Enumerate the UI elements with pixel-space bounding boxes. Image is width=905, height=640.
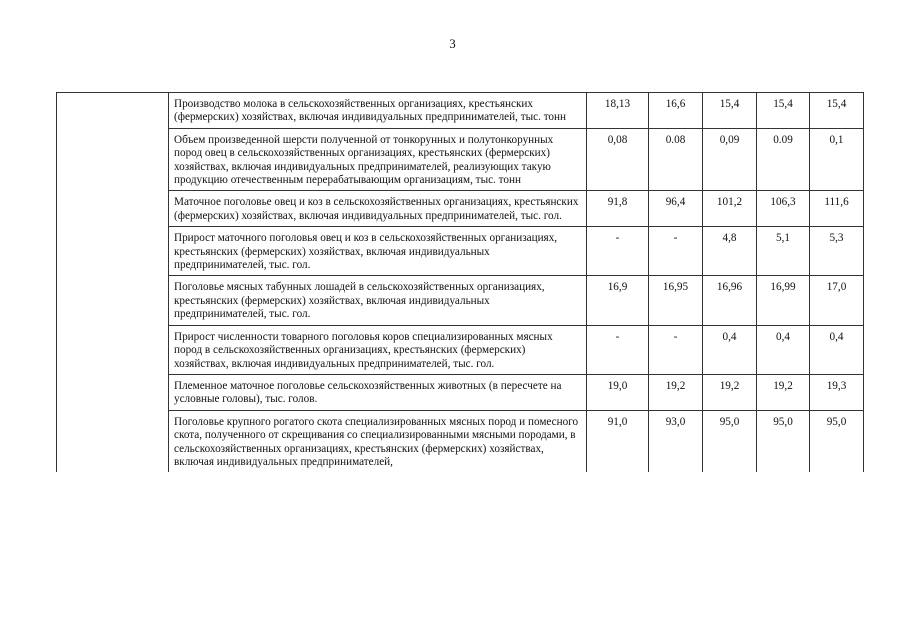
- indicator-value: 19,0: [587, 374, 649, 410]
- indicator-value: 15,4: [810, 93, 864, 129]
- indicator-value: 0,4: [810, 325, 864, 374]
- indicator-value: 0.09: [757, 128, 810, 191]
- indicator-value: 15,4: [703, 93, 757, 129]
- table-row: [57, 191, 864, 227]
- indicator-value: 5,3: [810, 227, 864, 276]
- indicator-value: 0,08: [587, 128, 649, 191]
- indicator-description: Племенное маточное поголовье сельскохозяйственных животных (в пересчете на условные головы), тыс. голов.: [169, 374, 587, 410]
- indicator-value: 16,6: [649, 93, 703, 129]
- indicator-value: 95,0: [703, 410, 757, 472]
- indicator-value: 0,4: [703, 325, 757, 374]
- indicator-description: Прирост маточного поголовья овец и коз в сельскохозяйственных организациях, крестьянских (фермерских) хозяйствах, включая индивидуальных предпринимателей, тыс. гол.: [169, 227, 587, 276]
- indicator-value: 16,95: [649, 276, 703, 325]
- indicator-value: 96,4: [649, 191, 703, 227]
- table-row: [57, 325, 864, 374]
- indicator-value: 95,0: [810, 410, 864, 472]
- indicator-value: 15,4: [757, 93, 810, 129]
- table-row: [57, 276, 864, 325]
- indicator-description: Производство молока в сельскохозяйственных организациях, крестьянских (фермерских) хозяйствах, включая индивидуальных предпринимателей, тыс. тонн: [169, 93, 587, 129]
- indicator-description: Прирост численности товарного поголовья коров специализированных мясных пород в сельскохозяйственных организациях, крестьянских (фермерских) хозяйствах, включая индивидуальных предпринимателей, тыс. гол.: [169, 325, 587, 374]
- indicator-value: 0.08: [649, 128, 703, 191]
- indicator-value: 95,0: [757, 410, 810, 472]
- indicator-value: 0,1: [810, 128, 864, 191]
- indicator-value: 91,8: [587, 191, 649, 227]
- indicator-description: Маточное поголовье овец и коз в сельскохозяйственных организациях, крестьянских (фермерских) хозяйствах, включая индивидуальных предпринимателей, тыс. гол.: [169, 191, 587, 227]
- indicator-value: 18,13: [587, 93, 649, 129]
- indicator-value: 17,0: [810, 276, 864, 325]
- indicator-value: 93,0: [649, 410, 703, 472]
- indicators-table: [56, 92, 864, 472]
- indicator-value: -: [587, 325, 649, 374]
- table-row: [57, 93, 864, 129]
- table-row: [57, 374, 864, 410]
- table-row: [57, 128, 864, 191]
- indicator-value: -: [649, 227, 703, 276]
- indicator-value: 19,3: [810, 374, 864, 410]
- indicator-value: 19,2: [649, 374, 703, 410]
- indicator-value: 4,8: [703, 227, 757, 276]
- indicator-value: 16,9: [587, 276, 649, 325]
- table-row: [57, 227, 864, 276]
- indicator-value: -: [587, 227, 649, 276]
- indicator-value: 101,2: [703, 191, 757, 227]
- indicator-value: 19,2: [703, 374, 757, 410]
- indicator-value: 16,99: [757, 276, 810, 325]
- empty-left-column: [57, 93, 169, 473]
- indicator-value: 111,6: [810, 191, 864, 227]
- indicator-value: 19,2: [757, 374, 810, 410]
- indicator-value: 5,1: [757, 227, 810, 276]
- indicator-description: Поголовье крупного рогатого скота специализированных мясных пород и помесного скота, полученного от скрещивания со специализированными мясными породами, в сельскохозяйственных организациях, крестьянских (фермерских) хозяйствах, включая индивидуальных предпринимателей,: [169, 410, 587, 472]
- indicator-description: Поголовье мясных табунных лошадей в сельскохозяйственных организациях, крестьянских (фермерских) хозяйствах, включая индивидуальных предпринимателей, тыс. гол.: [169, 276, 587, 325]
- indicator-value: 106,3: [757, 191, 810, 227]
- indicator-value: 0,09: [703, 128, 757, 191]
- indicator-value: 91,0: [587, 410, 649, 472]
- indicator-value: 0,4: [757, 325, 810, 374]
- page-number: 3: [449, 36, 456, 51]
- table-row: [57, 410, 864, 472]
- indicator-value: -: [649, 325, 703, 374]
- indicator-value: 16,96: [703, 276, 757, 325]
- indicator-description: Объем произведенной шерсти полученной от тонкорунных и полутонкорунных пород овец в сельскохозяйственных организациях, крестьянских (фермерских) хозяйствах, включая индивидуальных предпринимателей, реализующих такую продукцию отечественным перерабатывающим организациям, тыс. тонн: [169, 128, 587, 191]
